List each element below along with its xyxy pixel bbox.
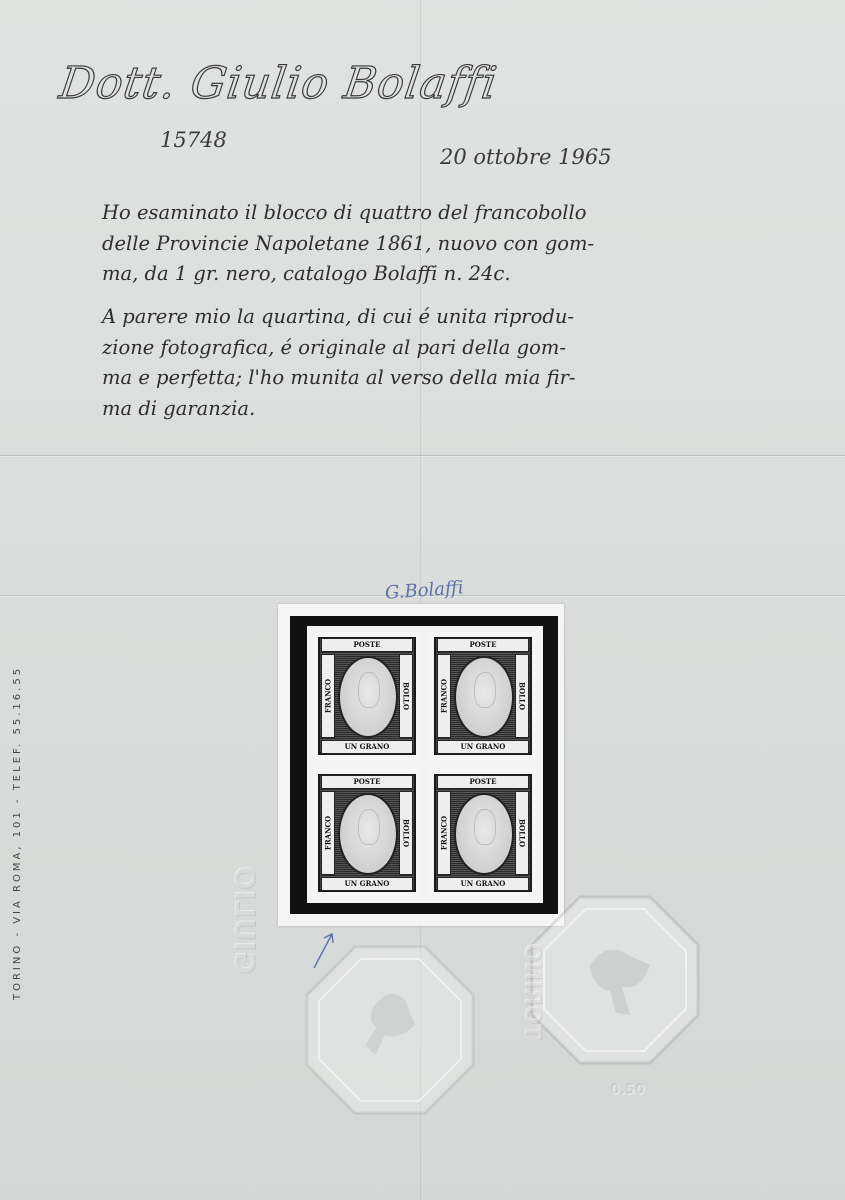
stamp-left-band xyxy=(321,654,335,738)
stamp-top-label: POSTE xyxy=(437,638,529,652)
pen-signature: G.Bolaffi xyxy=(384,577,465,604)
stamp-left-label: FRANCO xyxy=(323,815,333,851)
stamp-right-label: BOLLO xyxy=(517,681,527,711)
embossed-seal-icon xyxy=(530,895,700,1065)
stamp-right-band xyxy=(399,654,413,738)
text-line: ma e perfetta; l'ho munita al verso della mia fir- xyxy=(102,366,576,389)
stamp-right-label: BOLLO xyxy=(401,681,411,711)
stamp-left-band xyxy=(437,791,451,875)
stamp xyxy=(313,769,421,897)
stamp xyxy=(429,632,537,760)
certificate-paragraph-2 xyxy=(102,302,742,424)
stamp-bottom-label: UN GRANO xyxy=(321,740,413,754)
side-address: TORINO - VIA ROMA, 101 - TELEF. 55.16.55 xyxy=(12,665,23,1000)
stamp-top-label: POSTE xyxy=(437,775,529,789)
stamp-right-label: BOLLO xyxy=(401,818,411,848)
stamp-right-band xyxy=(515,791,529,875)
text-line: ma, da 1 gr. nero, catalogo Bolaffi n. 24c. xyxy=(102,262,511,285)
emboss-value: 0.50 xyxy=(610,1082,645,1098)
stamp-top-label: POSTE xyxy=(321,638,413,652)
certificate-date: 20 ottobre 1965 xyxy=(440,145,612,169)
stamp-left-band xyxy=(321,791,335,875)
text-line: Ho esaminato il blocco di quattro del francobollo xyxy=(102,201,587,224)
stamp-portrait xyxy=(338,656,398,738)
text-line: A parere mio la quartina, di cui é unita riprodu- xyxy=(102,305,574,328)
text-line: delle Provincie Napoletane 1861, nuovo con gom- xyxy=(102,231,595,255)
stamp-portrait xyxy=(338,793,398,875)
stamp-block-of-four xyxy=(307,626,543,903)
photo-background xyxy=(290,616,558,914)
emboss-text-left: GIULIO xyxy=(229,866,262,975)
stamp-left-band xyxy=(437,654,451,738)
letterhead-name: Dott. Giulio Bolaffi xyxy=(56,58,501,109)
stamp-bottom-label: UN GRANO xyxy=(321,877,413,891)
stamp-right-band xyxy=(515,654,529,738)
text-line: ma di garanzia. xyxy=(102,396,256,420)
fold-line xyxy=(0,455,845,456)
stamp-left-label: FRANCO xyxy=(323,678,333,714)
stamp-portrait xyxy=(454,793,514,875)
certificate-paragraph-1 xyxy=(102,198,742,290)
stamp-left-label: FRANCO xyxy=(439,678,449,714)
stamp-right-band xyxy=(399,791,413,875)
stamp-left-label: FRANCO xyxy=(439,815,449,851)
text-line: zione fotografica, é originale al pari della gom- xyxy=(102,335,566,359)
certificate-number: 15748 xyxy=(160,128,227,152)
stamp-portrait xyxy=(454,656,514,738)
stamp xyxy=(429,769,537,897)
embossed-seal-icon xyxy=(305,945,475,1115)
stamp-bottom-label: UN GRANO xyxy=(437,740,529,754)
stamp-top-label: POSTE xyxy=(321,775,413,789)
emboss-text-right: TORINO xyxy=(520,944,545,1040)
stamp-right-label: BOLLO xyxy=(517,818,527,848)
stamp-bottom-label: UN GRANO xyxy=(437,877,529,891)
stamp xyxy=(313,632,421,760)
stamp-photograph xyxy=(278,604,564,926)
